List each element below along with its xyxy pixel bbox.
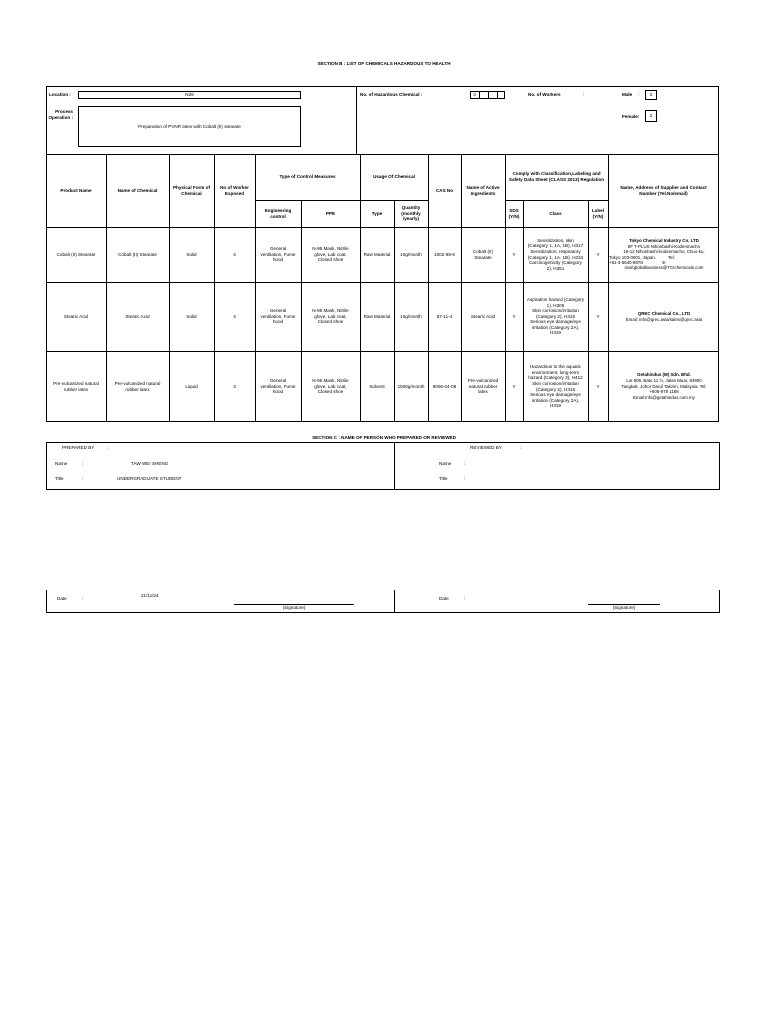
table-cell-label: Y [596, 251, 600, 257]
hazardous-value: 3 [473, 92, 476, 97]
reviewed-date-label: Date [439, 596, 449, 601]
prepared-date-value: 21/11/24 [141, 593, 159, 598]
col-quantity: Quantity (monthly /yearly) [401, 205, 421, 222]
header-divider [356, 86, 357, 155]
col-workers-exposed: No of Worker Exposed [220, 184, 249, 196]
prepared-date-colon: : [82, 596, 84, 601]
supplier-line: Email:info@getahindus.com.my [633, 395, 695, 401]
col-name-of-chemical: Name of Chemical [117, 187, 158, 193]
section-b-title: SECTION B : LIST OF CHEMICALS HAZARDOUS TO HEALTH [317, 61, 451, 66]
table-cell-class: Aspiration hazard (Category 1), H305 Skin corrosion/irritation (Category 2), H315 Serious eye damage/eye irritation (Category 2A), H319 [526, 296, 585, 336]
signature-divider [394, 590, 395, 613]
table-cell-sds: Y [512, 251, 516, 257]
process-label: Process Operation : [48, 109, 73, 120]
col-engineering-control: Engineering control [264, 207, 292, 219]
table-cell-active: Cobalt (II) Stearate [472, 248, 494, 260]
table-cell-type: Raw Material [363, 313, 391, 319]
supplier-line: 8F T-PLUS Nihonbashi-Kodenmacho [627, 243, 701, 249]
supplier-line: Email: info@qrec.asia/sales@qrec.asia [625, 316, 703, 322]
female-value: 2 [649, 113, 653, 118]
table-cell-quantity: 10g/month [400, 251, 422, 257]
reviewed-date-colon: : [464, 596, 466, 601]
hazardous-field-div2 [488, 91, 489, 99]
col-active-ingredients: Name of Active Ingredients [466, 184, 500, 196]
table-cell-chemical: Pre-vulcanized natural rubber latex [114, 380, 161, 392]
table-cell-form: Solid [186, 313, 197, 319]
table-cell-label: Y [596, 313, 600, 319]
col-class: Class [549, 210, 562, 216]
supplier-line: mail:globalbusiness@TCIchemicals.com [624, 265, 704, 271]
table-cell-ppe: N-95 Mask, Nitrile glove, Lab coat, Closed shoe [312, 378, 349, 395]
col-physical-form: Physical Form of Chemical [172, 184, 210, 196]
male-colon: : [638, 92, 640, 97]
workers-colon: : [583, 92, 585, 97]
process-value: Preparation of PVNR latex with Cobalt (II) stearate [138, 124, 241, 129]
table-cell-class: Sensitization, skin (Category 1, 1A, 1B), H317 Sensitization, respiratory (Category 1, 1A, 1B), H334 Carcinogenicity (Category 2), H351 [527, 237, 584, 271]
table-cell-product: Cobalt (II) Stearate [56, 251, 96, 257]
table-cell-engineering: General ventilation, Fume hood [260, 246, 296, 263]
prepared-name-label: Name [55, 461, 68, 466]
prepared-date-label: Date [57, 596, 67, 601]
male-label: Male [622, 92, 633, 97]
col-comply: Comply with Classification,Labeling and Safety Data Sheet (CLASS 2013) Regulation [508, 171, 605, 182]
table-cell-type: Solvent [369, 383, 385, 389]
table-cell-supplier [609, 282, 719, 351]
prepared-title-value: UNDERGRADUATE STUDENT [117, 476, 182, 481]
supplier-line: +81-3-5640-8878 E- [609, 259, 667, 265]
table-cell-form: Liquid [185, 383, 198, 389]
table-cell-supplier [609, 351, 719, 422]
col-usage: Usage Of Chemical [373, 174, 415, 180]
table-cell-class: Hazardous to the aquatic environment, long-term hazard (Category 3), H412 Skin corrosion/irritation (Category 2), H315 Serious eye damage/eye irritation (Category 2A), H319 [528, 364, 583, 409]
male-value: 2 [649, 92, 653, 97]
section-c-title: SECTION C : NAME OF PERSON WHO PREPARED OR REVIEWED [312, 435, 456, 440]
col-cas-no: CAS No [435, 187, 454, 193]
prepared-by-label: PREPARED BY [62, 445, 95, 450]
supplier-name: Tokyo Chemical Industry Co. LTD [629, 238, 699, 244]
table-cell-exposed: 4 [233, 313, 236, 319]
prepared-title-colon: : [82, 476, 84, 481]
prepared-name-colon: : [82, 461, 84, 466]
table-cell-active: Pre-vulcanized natural rubber latex [467, 378, 499, 395]
reviewed-signature-label: (Signature) [612, 605, 636, 610]
hazardous-field-div1 [479, 91, 480, 99]
table-cell-ppe: N-95 Mask, Nitrile glove, Lab coat, Closed shoe [312, 308, 349, 325]
col-supplier: Name, Address of Supplier and Contact Number (Tel.No/email) [620, 184, 707, 196]
table-cell-ppe: N-95 Mask, Nitrile glove, Lab coat, Closed shoe [312, 246, 349, 263]
section-c-divider [394, 442, 395, 490]
supplier-line: Tangkak, Johor Darul Takzim, Malaysia. Tel: [621, 383, 707, 389]
table-cell-cas: 1002-88-6 [434, 251, 455, 257]
col-sds: SDS (Y/N) [508, 207, 520, 219]
prepared-title-label: Title [55, 476, 64, 481]
prepared-name-value: TAW WEI SHENG [131, 461, 169, 466]
reviewed-by-colon: : [520, 445, 522, 450]
table-cell-cas: 9006-04-06 [432, 383, 457, 389]
table-cell-cas: 57-11-4 [436, 313, 453, 319]
table-cell-quantity: 1500g/month [397, 383, 425, 389]
prepared-signature-label: (Signature) [282, 605, 306, 610]
table-cell-active: Stearic Acid [470, 313, 496, 319]
col-type: Type [371, 210, 383, 216]
table-cell-sds: Y [512, 313, 516, 319]
supplier-name: QREC Chemical Co., LTD [637, 310, 691, 316]
location-label: Location : [49, 92, 71, 97]
table-cell-exposed: 3 [233, 383, 236, 389]
table-cell-label: Y [596, 383, 600, 389]
col-label: Label (Y/N) [592, 207, 604, 219]
table-cell-type: Raw Material [363, 251, 391, 257]
supplier-name: Getahindus (M) Sdn. Bhd. [637, 372, 691, 377]
supplier-line: Tokyo 103-0001, Japan. Tel: [609, 254, 675, 260]
workers-label: No. of Workers [528, 92, 561, 97]
supplier-line: +606-979 1188 [649, 389, 679, 395]
hazardous-field-div3 [497, 91, 498, 99]
col-product-name: Product Name [60, 187, 92, 193]
reviewed-title-colon: : [464, 476, 466, 481]
table-cell-exposed: 4 [233, 251, 236, 257]
supplier-line: Lot 809, Batu 11 ½, Jalan Muar, 84900 [626, 377, 702, 383]
col-control-measures: Type of Control Measures [279, 174, 336, 180]
table-cell-supplier [609, 227, 719, 282]
table-cell-engineering: General ventilation, Fume hood [260, 308, 296, 325]
table-cell-product: Pre-vulcanized natural rubber latex [53, 380, 99, 392]
table-cell-chemical: Stearic Acid [125, 313, 150, 319]
reviewed-by-label: REVIEWED BY [470, 445, 502, 450]
prepared-by-colon: : [108, 445, 110, 450]
location-value: N29 [185, 92, 194, 97]
reviewed-name-label: Name [439, 461, 452, 466]
table-cell-sds: Y [512, 383, 516, 389]
table-cell-engineering: General ventilation, Fume hood [260, 378, 296, 395]
reviewed-title-label: Title [439, 476, 448, 481]
table-cell-form: Solid [186, 251, 197, 257]
hazardous-label: No. of Hazardous Chemical : [360, 92, 423, 97]
col-ppe: PPE [325, 210, 336, 216]
reviewed-name-colon: : [464, 461, 466, 466]
table-cell-quantity: 10g/month [400, 313, 422, 319]
table-cell-product: Stearic Acid [63, 313, 89, 319]
female-label: Female: [622, 114, 640, 119]
table-cell-chemical: Cobalt (II) Stearate [118, 251, 157, 257]
supplier-line: 16-12 Nihonbashi-kodenmacho, Chuo-ku, [623, 249, 705, 255]
